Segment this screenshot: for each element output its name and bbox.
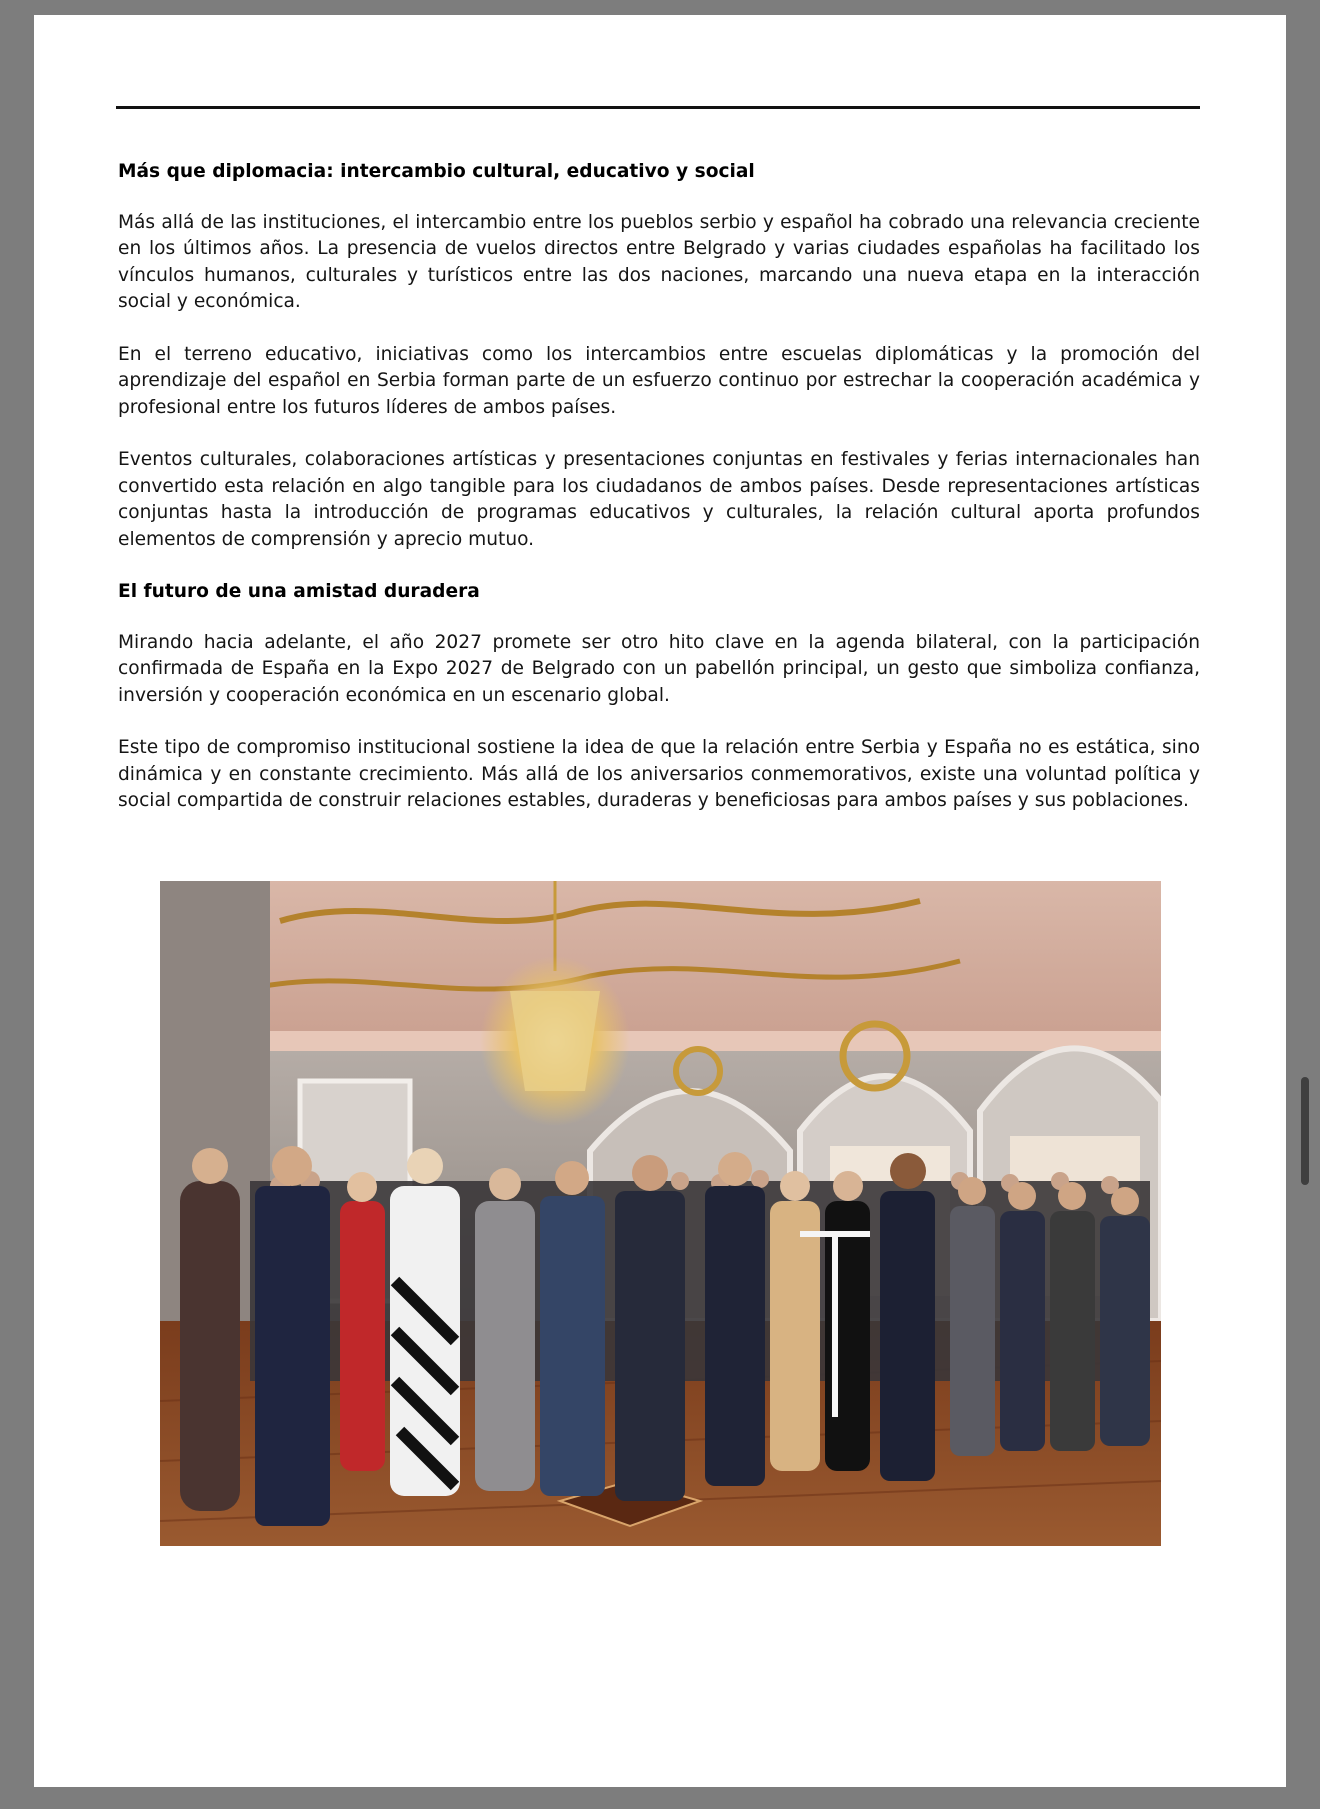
section-heading-cultural-exchange: Más que diplomacia: intercambio cultural, educativo y social [118, 161, 755, 182]
paragraph: Mirando hacia adelante, el año 2027 promete ser otro hito clave en la agenda bilateral, con la participación confirmada de España en la Expo 2027 de Belgrado con un pabellón principal, un gesto que simboliza confianza, inversión y cooperación económica en un escenario global. [118, 631, 1200, 706]
paragraph: En el terreno educativo, iniciativas como los intercambios entre escuelas diplomáticas y la promoción del aprendizaje del español en Serbia forman parte de un esfuerzo continuo por estrechar la cooperación académica y profesional entre los futuros líderes de ambos países. [118, 343, 1200, 418]
paragraph: Más allá de las instituciones, el intercambio entre los pueblos serbio y español ha cobrado una relevancia creciente en los últimos años. La presencia de vuelos directos entre Belgrado y varias ciudades españolas ha facilitado los vínculos humanos, culturales y turísticos entre las dos naciones, marcando una nueva etapa en la interacción social y económica. [118, 211, 1200, 312]
section-heading-future: El futuro de una amistad duradera [118, 581, 480, 602]
article-body [118, 159, 1200, 841]
vertical-scrollbar[interactable] [1301, 1077, 1309, 1185]
reception-photo [160, 881, 1161, 1546]
paragraph: Eventos culturales, colaboraciones artísticas y presentaciones conjuntas en festivales y ferias internacionales han convertido esta relación en algo tangible para los ciudadanos de ambos países. Desde representaciones artísticas conjuntas hasta la introducción de programas educativos y culturales, la relación cultural aporta profundos elementos de comprensión y aprecio mutuo. [118, 449, 1200, 550]
paragraph: Este tipo de compromiso institucional sostiene la idea de que la relación entre Serbia y España no es estática, sino dinámica y en constante crecimiento. Más allá de los aniversarios conmemorativos, existe una voluntad política y social compartida de construir relaciones estables, duraderas y beneficiosas para ambos países y sus poblaciones. [118, 737, 1200, 811]
document-page [34, 15, 1286, 1787]
header-divider [116, 106, 1200, 109]
